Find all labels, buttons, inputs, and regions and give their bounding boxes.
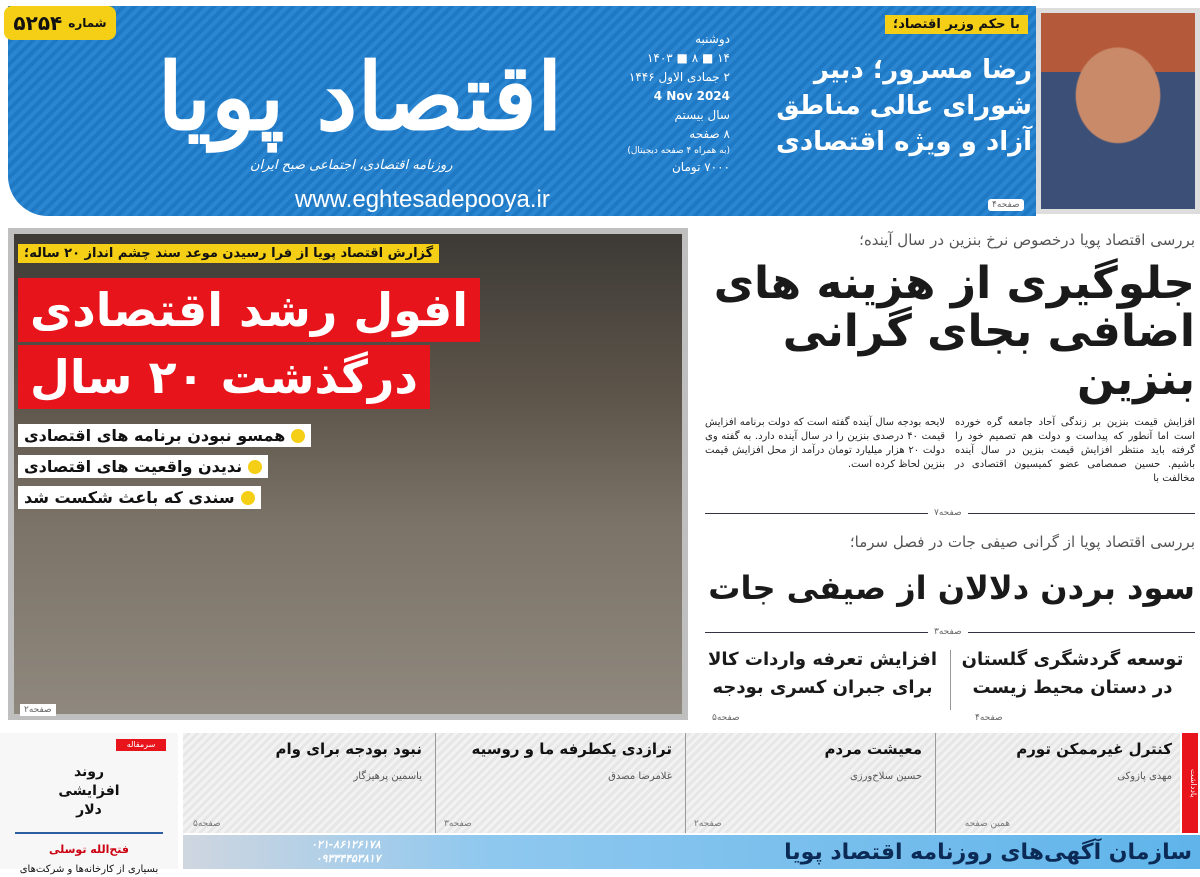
note-page: همین صفحه [964, 819, 1010, 829]
second-kicker: بررسی اقتصاد پویا از گرانی صیفی جات در فصل سرما؛ [849, 533, 1195, 551]
second-page: صفحه۳ [928, 626, 968, 638]
photo-story-kicker: گزارش اقتصاد پویا از فرا رسیدن موعد سند چشم انداز ۲۰ ساله؛ [18, 244, 439, 263]
notes-strip [183, 733, 1180, 833]
slogan: روزنامه اقتصادی، اجتماعی صبح ایران [250, 158, 453, 173]
photo-story-page: صفحه۲ [20, 704, 56, 716]
digital-pages: (به همراه ۴ صفحه دیجیتال) [627, 146, 730, 156]
ad-text: سازمان آگهی‌های روزنامه اقتصاد پویا [784, 839, 1192, 865]
note-title: معیشت مردم [824, 740, 922, 758]
ad-banner[interactable] [183, 835, 1200, 869]
editorial-author: فتح‌الله توسلی [49, 843, 129, 856]
top-story-page: صفحه۴ [988, 199, 1024, 211]
note-author: غلامرضا مصدق [608, 771, 672, 782]
note-page: صفحه۵ [193, 819, 221, 829]
top-story-headline[interactable]: رضا مسرور؛ دبیر شورای عالی مناطق آزاد و ویژه اقتصادی [775, 55, 1032, 157]
website-url[interactable]: www.eghtesadepooya.ir [295, 186, 550, 213]
editorial-label: سرمقاله [116, 739, 166, 751]
issue-label: شماره [68, 16, 107, 30]
bullet-item [18, 424, 311, 447]
lead-body-left: لایحه بودجه سال آینده گفته است که دولت برنامه افزایش قیمت ۴۰ درصدی بنزین را در سال آینده دارد. به گفته وی دولت ۲۰ هزار میلیارد تومان درآمد از محل افزایش قیمت بنزین لحاظ کرده است. [705, 417, 945, 470]
note-item[interactable] [185, 733, 430, 833]
top-story-kicker: با حکم وزیر اقتصاد؛ [885, 15, 1028, 34]
price: ۷۰۰۰ تومان [671, 160, 730, 174]
date-block [612, 30, 730, 177]
editorial-title[interactable]: روند افزایشی دلار [58, 764, 120, 818]
note-title: نبود بودجه برای وام [275, 740, 422, 758]
bullet-item [18, 486, 261, 509]
portrait-photo [1036, 8, 1200, 214]
ad-phone-2[interactable]: ۰۹۳۳۴۴۵۳۸۱۷ [315, 852, 381, 865]
note-author: مهدی پازوکی [1117, 771, 1172, 782]
gregorian-date: 4 Nov 2024 [653, 89, 730, 103]
bullet-dot-icon [241, 491, 255, 505]
note-title: کنترل غیرممکن تورم [1016, 740, 1172, 758]
note-item[interactable] [685, 733, 930, 833]
year-number: سال بیستم [674, 108, 730, 122]
lead-page: صفحه۷ [928, 507, 968, 519]
issue-badge [4, 6, 116, 40]
small-story-headline[interactable]: توسعه گردشگری گلستان در دستان محیط زیست [961, 649, 1184, 698]
lead-body-right: افزایش قیمت بنزین بر زندگی آحاد جامعه گره خورده است اما آنطور که پیداست و دولت هم تصمیم خود را گرفته باید منتظر افزایش قیمت بنزین در سال آینده باشیم. حسین صمصامی عضو کمیسیون اقتصادی در مخالفت با [955, 417, 1195, 484]
notes-label: یادداشت [1182, 733, 1198, 833]
note-item[interactable] [435, 733, 680, 833]
bullet-text: سندی که باعث شکست شد [24, 488, 235, 507]
ad-phone-1[interactable]: ۰۲۱-۸۶۱۲۶۱۷۸ [311, 838, 381, 851]
page-count: ۸ صفحه [689, 127, 730, 141]
bullet-dot-icon [291, 429, 305, 443]
weekday: دوشنبه [695, 32, 730, 46]
note-item[interactable] [935, 733, 1180, 833]
photo-story-headline-1[interactable]: افول رشد اقتصادی [18, 278, 480, 342]
bullet-item [18, 455, 268, 478]
bullet-dot-icon [248, 460, 262, 474]
photo-story-headline-2[interactable]: درگذشت ۲۰ سال [18, 345, 430, 409]
lunar-date: ۲ جمادی الاول ۱۴۴۶ [628, 70, 730, 84]
issue-number: ۵۲۵۴ [13, 11, 63, 35]
divider [15, 832, 163, 834]
editorial-sidebar [0, 733, 178, 875]
lead-headline[interactable]: جلوگیری از هزینه های اضافی بجای گرانی بنزین [713, 258, 1195, 405]
note-title: ترازدی یکطرفه ما و روسیه [471, 740, 672, 758]
small-story-headline[interactable]: افزایش تعرفه واردات کالا برای جبران کسری بودجه [708, 649, 937, 698]
lead-kicker: بررسی اقتصاد پویا درخصوص نرخ بنزین در سال آینده؛ [859, 231, 1195, 249]
bullet-text: ندیدن واقعیت های اقتصادی [24, 457, 243, 476]
editorial-excerpt: بسیاری از کارخانه‌ها و شرکت‌های [19, 864, 159, 875]
divider [950, 650, 951, 710]
note-page: صفحه۲ [694, 819, 722, 829]
newspaper-logo: اقتصاد پویا [157, 43, 563, 151]
note-author: یاسمین پرهیزگار [353, 771, 422, 782]
note-author: حسین سلاح‌ورزی [849, 771, 922, 782]
small-story-page: صفحه۵ [712, 713, 740, 723]
bullet-text: همسو نبودن برنامه های اقتصادی [24, 426, 286, 445]
solar-date: ۱۴ ■ ۸ ■ ۱۴۰۳ [646, 51, 730, 65]
small-story-page: صفحه۴ [975, 713, 1003, 723]
second-headline[interactable]: سود بردن دلالان از صیفی جات [708, 569, 1195, 607]
note-page: صفحه۳ [444, 819, 472, 829]
